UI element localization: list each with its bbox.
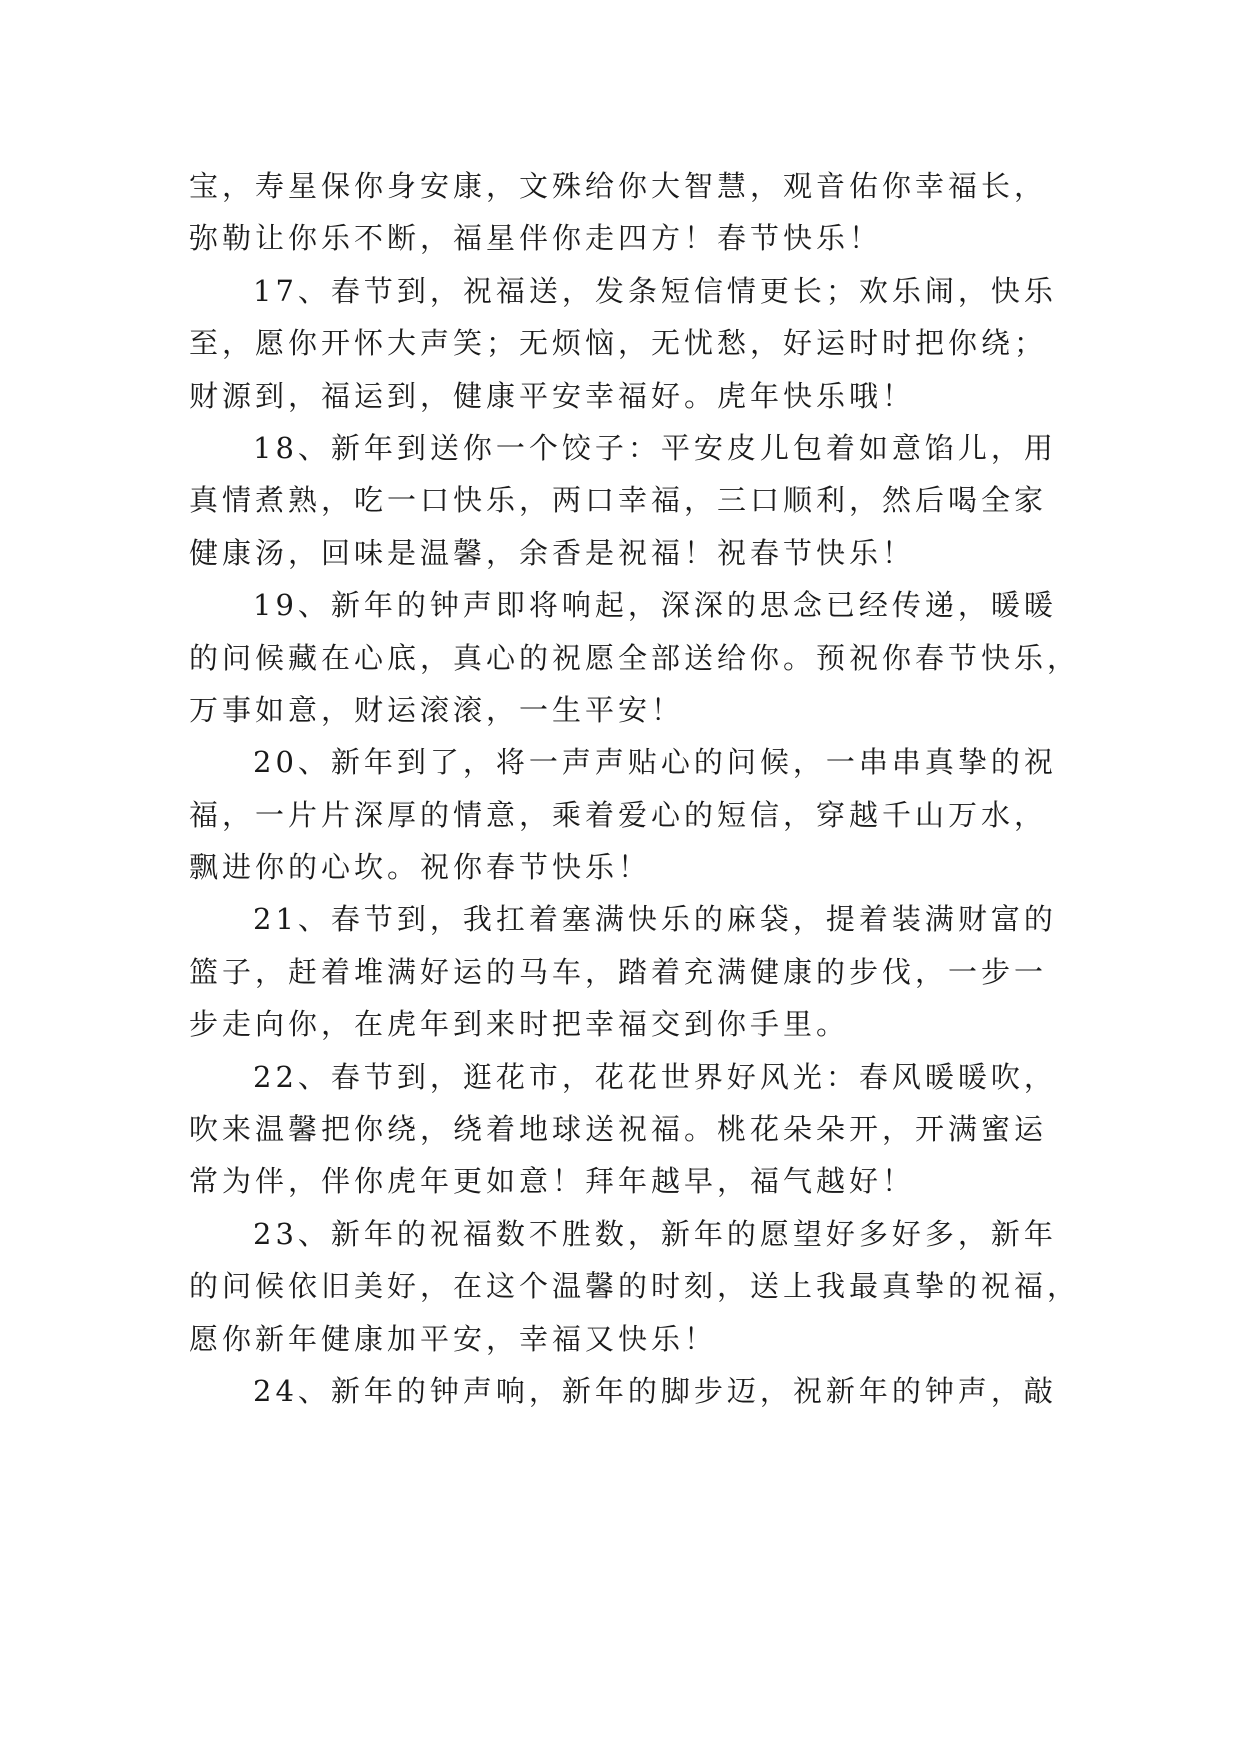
- text-line: 健康汤，回味是温馨，余香是祝福！祝春节快乐！: [189, 535, 916, 570]
- text-line: 财源到，福运到，健康平安幸福好。虎年快乐哦！: [189, 378, 916, 413]
- paragraph-start-23: 23、新年的祝福数不胜数，新年的愿望好多好多，新年: [253, 1216, 1057, 1251]
- paragraph-start-22: 22、春节到，逛花市，花花世界好风光：春风暖暖吹，: [253, 1059, 1057, 1094]
- paragraph-start-24: 24、新年的钟声响，新年的脚步迈，祝新年的钟声，敲: [253, 1373, 1057, 1408]
- text-line: 常为伴，伴你虎年更如意！拜年越早，福气越好！: [189, 1164, 916, 1199]
- text-line: 飘进你的心坎。祝你春节快乐！: [189, 850, 652, 885]
- text-line: 的问候依旧美好，在这个温馨的时刻，送上我最真挚的祝福，: [189, 1269, 1081, 1304]
- text-line: 的问候藏在心底，真心的祝愿全部送给你。预祝你春节快乐，: [189, 640, 1081, 675]
- text-line: 福，一片片深厚的情意，乘着爱心的短信，穿越千山万水，: [189, 797, 1048, 832]
- paragraph-start-20: 20、新年到了，将一声声贴心的问候，一串串真挚的祝: [253, 745, 1057, 780]
- text-line: 愿你新年健康加平安，幸福又快乐！: [189, 1321, 718, 1356]
- text-line: 步走向你，在虎年到来时把幸福交到你手里。: [189, 1007, 850, 1042]
- paragraph-start-18: 18、新年到送你一个饺子：平安皮儿包着如意馅儿，用: [253, 430, 1057, 465]
- paragraph-start-19: 19、新年的钟声即将响起，深深的思念已经传递，暖暖: [253, 588, 1057, 623]
- text-line: 真情煮熟，吃一口快乐，两口幸福，三口顺利，然后喝全家: [189, 483, 1048, 518]
- paragraph-start-21: 21、春节到，我扛着塞满快乐的麻袋，提着装满财富的: [253, 902, 1057, 937]
- paragraph-start-17: 17、春节到，祝福送，发条短信情更长；欢乐闹，快乐: [253, 273, 1057, 308]
- text-line: 篮子，赶着堆满好运的马车，踏着充满健康的步伐，一步一: [189, 954, 1048, 989]
- document-body: [189, 160, 1081, 1417]
- text-line: 至，愿你开怀大声笑；无烦恼，无忧愁，好运时时把你绕；: [189, 326, 1048, 361]
- text-line: 吹来温馨把你绕，绕着地球送祝福。桃花朵朵开，开满蜜运: [189, 1112, 1048, 1147]
- text-line: 万事如意，财运滚滚，一生平安！: [189, 692, 685, 727]
- text-line: 弥勒让你乐不断，福星伴你走四方！春节快乐！: [189, 221, 883, 256]
- text-line: 宝，寿星保你身安康，文殊给你大智慧，观音佑你幸福长，: [189, 169, 1048, 203]
